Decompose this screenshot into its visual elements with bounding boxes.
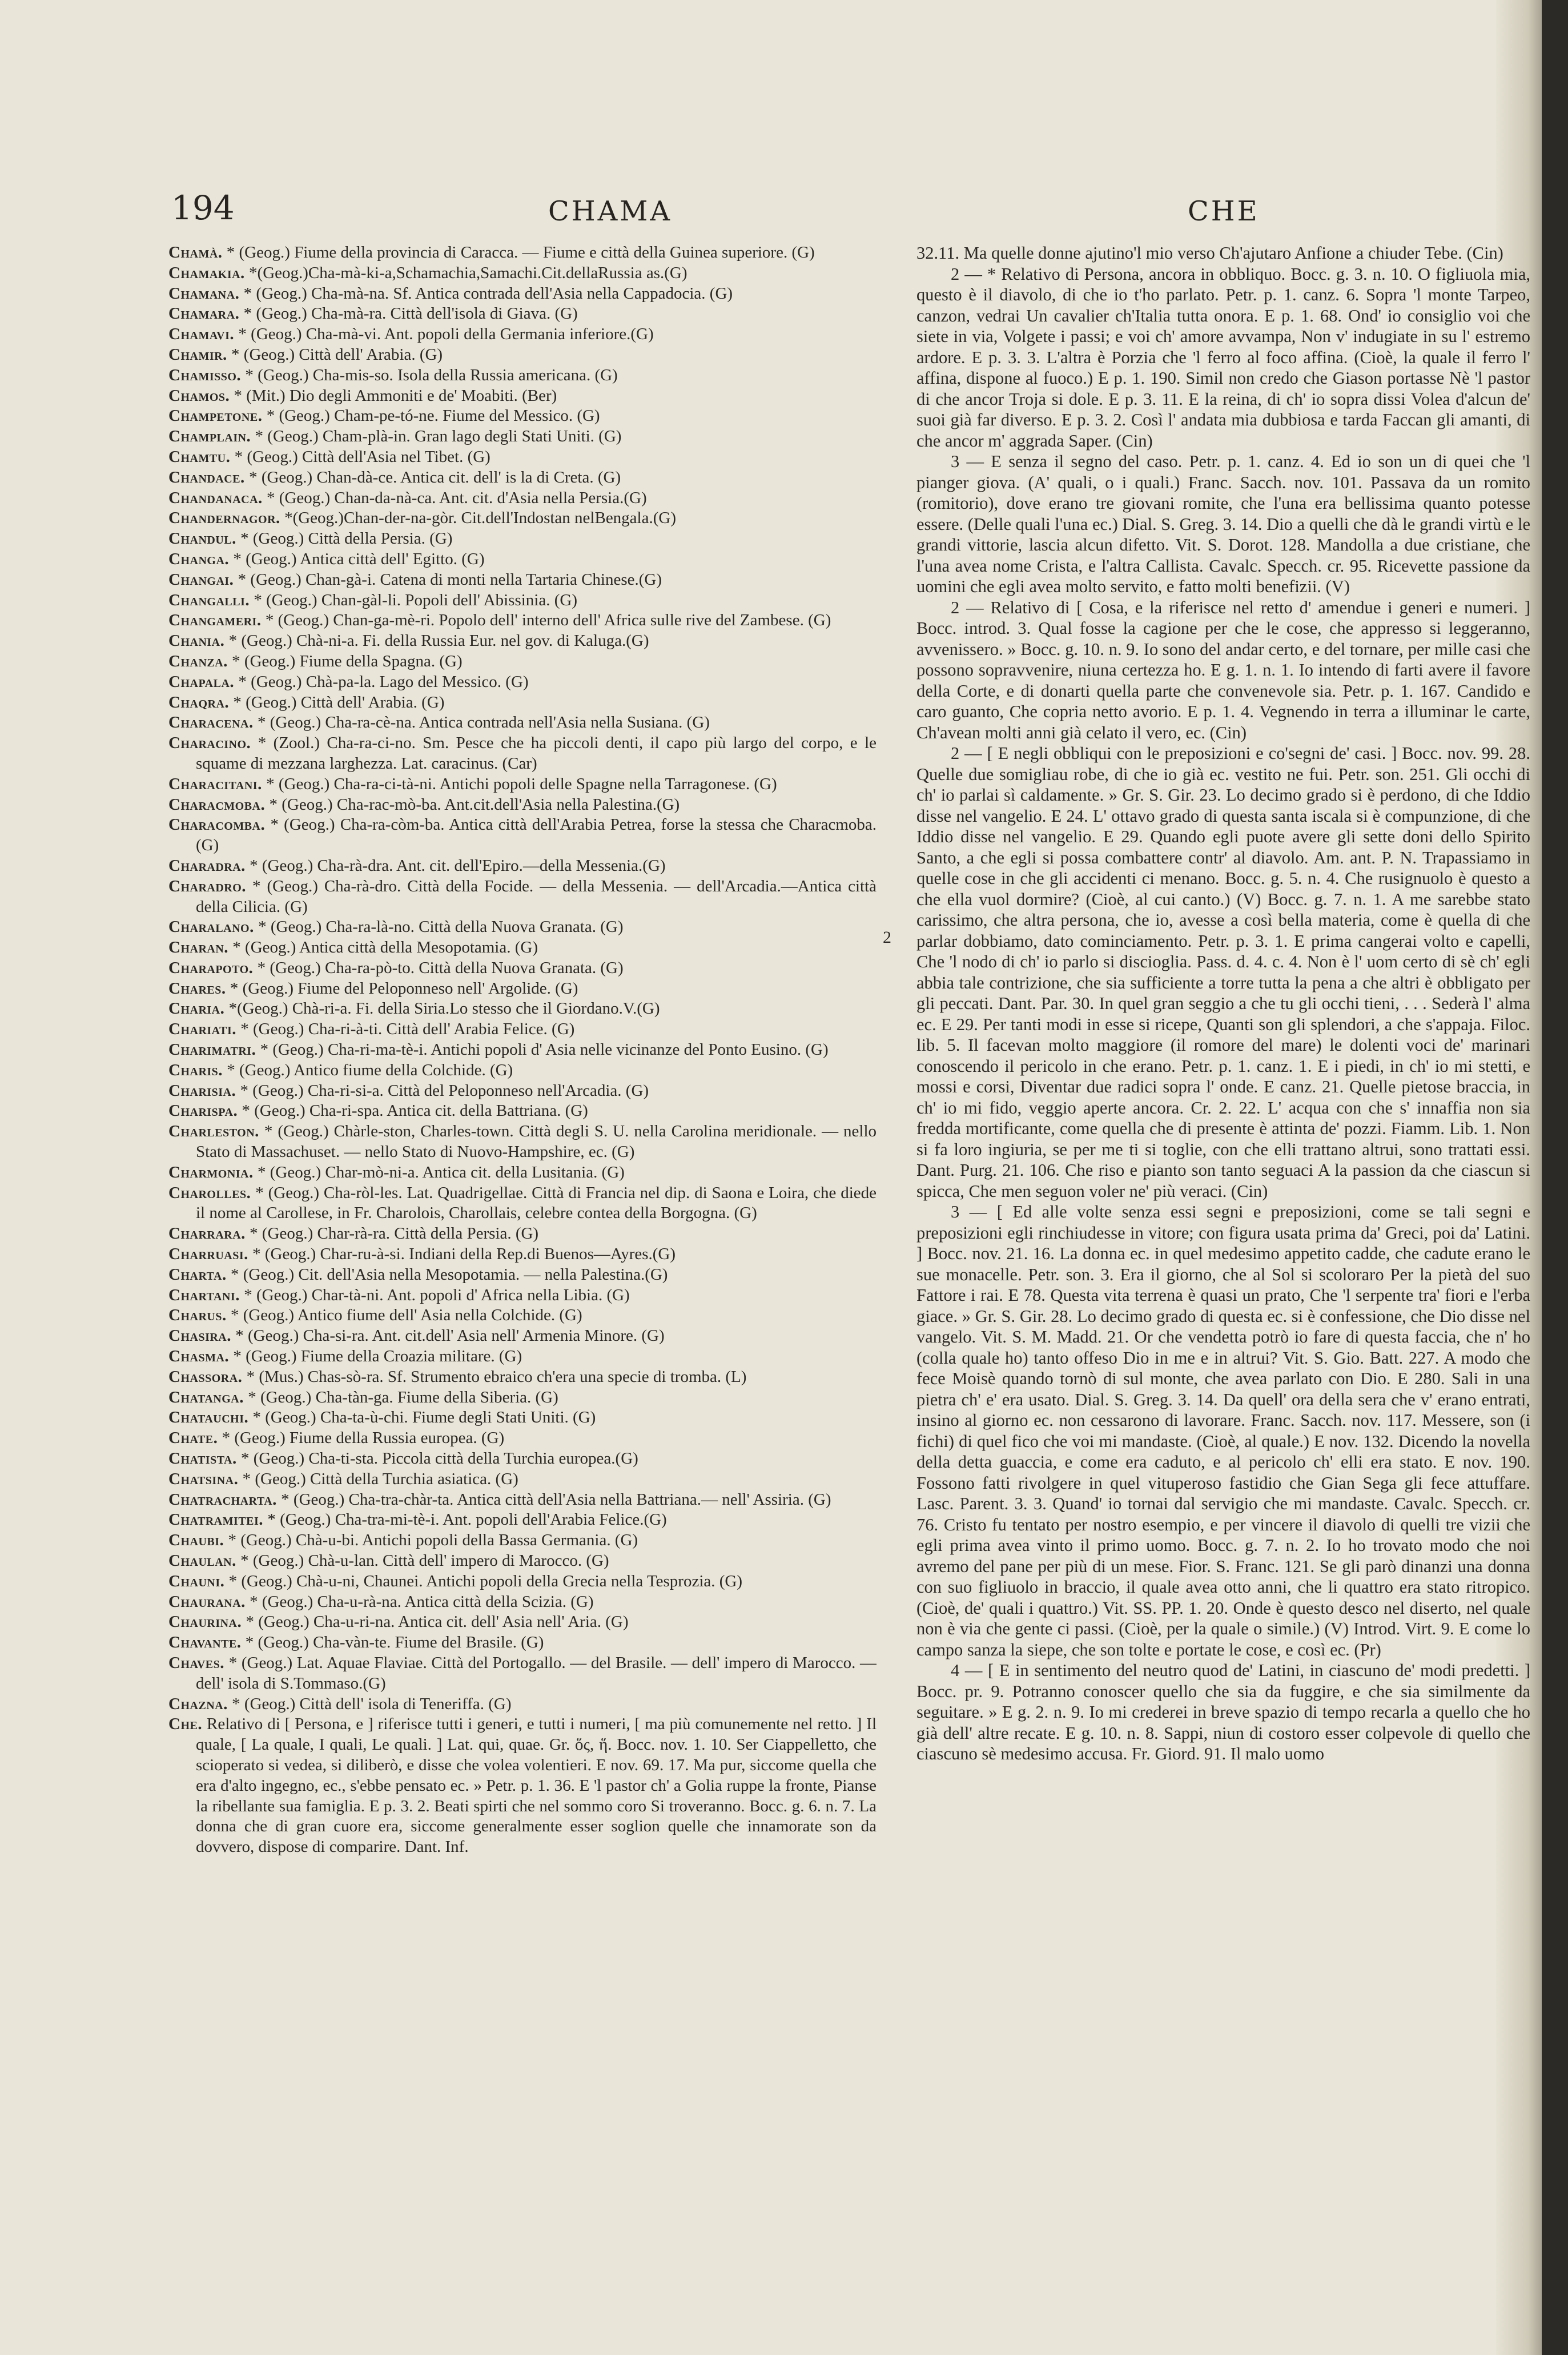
entry-definition: * (Geog.) Char-ru-à-si. Indiani della Rep.di Buenos—Ayres.(G) [252, 1245, 676, 1264]
dictionary-entry [168, 1060, 877, 1081]
entry-headword: Chapala. [168, 672, 235, 691]
entry-definition: * (Geog.) Cha-ri-ma-tè-i. Antichi popoli d' Asia nelle vicinanze del Ponto Eusino. (G) [260, 1040, 829, 1059]
page-number: 194 [171, 188, 235, 227]
entry-headword: Chaqra. [168, 693, 230, 712]
entry-headword: Charis. [168, 1060, 223, 1079]
entry-definition: * (Geog.) Cha-u-ri-na. Antica cit. dell' Asia nell' Aria. (G) [246, 1613, 629, 1631]
entry-definition: * (Geog.) Cha-ti-sta. Piccola città della Turchia europea.(G) [241, 1449, 638, 1468]
entry-definition: * (Geog.) Cha-u-rà-na. Antica città della Scizia. (G) [250, 1592, 594, 1611]
dictionary-entry [168, 1572, 877, 1592]
entry-definition: * (Geog.) Cha-mà-vi. Ant. popoli della Germania inferiore.(G) [238, 325, 654, 344]
dictionary-entry [168, 570, 877, 590]
entry-definition: * (Geog.) Char-tà-ni. Ant. popoli d' Africa nella Libia. (G) [244, 1285, 630, 1304]
entry-definition: * (Geog.) Chan-gàl-li. Popoli dell' Abissinia. (G) [254, 590, 577, 609]
entry-definition: * (Geog.) Antico fiume dell' Asia nella Colchide. (G) [230, 1306, 582, 1325]
entry-headword: Changalli. [168, 590, 250, 609]
entry-definition: Relativo di [ Persona, e ] riferisce tutti i generi, e tutti i numeri, [ ma più comunemente nel retto. ] Il quale, [ La quale, I quali, Le quali. ] Lat. qui, quae. Gr. ὅς, ἥ. Bocc. nov. 1. 10. Ser Ciappelletto, che scioperato si vedea, si diliberò, e disse che volea volentieri. E nov. 69. 17. Ma pur, siccome quella che era d'alto ingegno, ec., s'ebbe pensato ec. » Petr. p. 1. 36. E 'l pastor ch' a Golia ruppe la fronte, Pianse la ribellante sua famiglia. E p. 3. 2. Beati spirti che nel sommo coro Si troveranno. Bocc. g. 6. n. 7. La donna che di gran cuore era, siccome generalmente esser soglion quelle che innamorate son da dovvero, dispose di comparire. Dant. Inf. [196, 1715, 877, 1856]
dictionary-entry [168, 284, 877, 304]
dictionary-entry [168, 1163, 877, 1183]
entry-headword: Chanza. [168, 652, 228, 670]
entry-definition: * (Geog.) Antica città della Mesopotamia. (G) [232, 938, 538, 957]
entry-headword: Charapoto. [168, 958, 254, 977]
entry-definition: * (Geog.) Fiume della Croazia militare. (G) [233, 1347, 522, 1366]
dictionary-entry [168, 1122, 877, 1163]
dictionary-entry [168, 1019, 877, 1040]
entry-headword: Changa. [168, 549, 230, 568]
entry-definition: * (Geog.) Cha-mà-na. Sf. Antica contrada dell'Asia nella Cappadocia. (G) [243, 284, 733, 303]
entry-headword: Chatanga. [168, 1388, 244, 1406]
entry-definition: * (Geog.) Cit. dell'Asia nella Mesopotamia. — nella Palestina.(G) [230, 1265, 668, 1284]
dictionary-entry [168, 1653, 877, 1694]
entry-headword: Charan. [168, 938, 229, 957]
dictionary-entry [168, 345, 877, 365]
entry-definition: * (Geog.) Chà-u-ni, Chaunei. Antichi popoli della Grecia nella Tesprozia. (G) [228, 1572, 743, 1590]
dictionary-entry [168, 529, 877, 549]
dictionary-entry [168, 1101, 877, 1122]
dictionary-entry [168, 610, 877, 631]
entry-definition: * (Geog.) Cha-ra-pò-to. Città della Nuova Granata. (G) [257, 958, 624, 977]
dictionary-entry [168, 406, 877, 427]
dictionary-entry [168, 243, 877, 263]
entry-headword: Charruasi. [168, 1245, 248, 1264]
running-header [0, 188, 1542, 234]
dictionary-entry [168, 1408, 877, 1428]
entry-definition: * (Geog.) Città della Turchia asiatica. (G) [242, 1469, 518, 1488]
entry-headword: Characmoba. [168, 795, 266, 814]
entry-headword: Charolles. [168, 1183, 251, 1202]
dictionary-entry [168, 1551, 877, 1572]
entry-definition: * (Geog.) Cha-vàn-te. Fiume del Brasile. (G) [245, 1633, 544, 1652]
entry-definition: *(Geog.) Chà-ri-a. Fi. della Siria.Lo stesso che il Giordano.V.(G) [228, 999, 660, 1018]
entry-definition: * (Geog.) Chan-da-nà-ca. Ant. cit. d'Asia nella Persia.(G) [267, 488, 647, 507]
entry-headword: Chatracharta. [168, 1490, 277, 1509]
entry-definition: * (Geog.) Cha-ri-si-a. Città del Peloponneso nell'Arcadia. (G) [240, 1081, 649, 1100]
dictionary-entry [168, 263, 877, 284]
entry-headword: Charisia. [168, 1081, 236, 1100]
dictionary-entry [168, 468, 877, 488]
entry-definition: * (Geog.) Chà-u-lan. Città dell' impero di Marocco. (G) [240, 1552, 609, 1570]
left-column [168, 243, 877, 2173]
entry-headword: Champetone. [168, 407, 263, 425]
entry-definition: * (Geog.) Lat. Aquae Flaviae. Città del Portogallo. — del Brasile. — dell' impero di Marocco. — dell' isola di S.Tommaso.(G) [196, 1653, 877, 1693]
entry-headword: Charispa. [168, 1102, 238, 1120]
entry-headword: Chandul. [168, 529, 236, 548]
entry-definition: * (Geog.) Cha-rac-mò-ba. Ant.cit.dell'Asia nella Palestina.(G) [269, 795, 680, 814]
entry-definition: * (Geog.) Fiume del Peloponneso nell' Argolide. (G) [230, 979, 578, 998]
entry-headword: Chatista. [168, 1449, 237, 1468]
entry-definition: * (Geog.) Chàrle-ston, Charles-town. Città degli S. U. nella Carolina meridionale. — nello Stato di Massachuset. — nello Stato di Nuovo-Hampshire, ec. (G) [196, 1122, 877, 1162]
entry-definition: * (Geog.) Cham-pe-tó-ne. Fiume del Messico. (G) [266, 407, 600, 425]
entry-headword: Chaurina. [168, 1613, 242, 1631]
entry-headword: Chandanaca. [168, 488, 263, 507]
dictionary-entry [168, 774, 877, 795]
dictionary-entry [168, 1040, 877, 1060]
right-column [916, 243, 1530, 2173]
right-column-heading: CHE [1188, 195, 1260, 227]
dictionary-entry [168, 1224, 877, 1244]
dictionary-entry [168, 958, 877, 979]
dictionary-entry [168, 1347, 877, 1367]
dictionary-entry [168, 917, 877, 938]
dictionary-entry [168, 979, 877, 999]
entry-headword: Chandace. [168, 468, 245, 487]
entry-definition: * (Geog.) Char-mò-ni-a. Antica cit. della Lusitania. (G) [258, 1163, 625, 1181]
dictionary-entry [168, 1530, 877, 1551]
dictionary-entry [168, 1694, 877, 1715]
dictionary-entry [168, 1081, 877, 1102]
entry-definition: * (Mus.) Chas-sò-ra. Sf. Strumento ebraico ch'era una specie di tromba. (L) [246, 1367, 747, 1386]
entry-definition: * (Geog.) Cha-tra-mi-tè-i. Ant. popoli dell'Arabia Felice.(G) [267, 1510, 667, 1529]
dictionary-entry [168, 488, 877, 509]
entry-headword: Chavante. [168, 1633, 242, 1652]
entry-definition: * (Geog.) Cha-rà-dra. Ant. cit. dell'Epiro.—della Messenia.(G) [250, 856, 666, 875]
entry-paragraph: 2 — [ E negli obbliqui con le preposizioni e co'segni de' casi. ] Bocc. nov. 99. 28. Quelle due somigliau robe, di che io già ec. vestito ne fui. Petr. son. 251. Gli occhi di ch' io parlai sì caldamente. » Gr. S. Gir. 23. Lo decimo grado si è perdono, di che Iddio disse nel vangelio. E 24. L' ottavo grado di questa santa iscala si è compunzione, di che Iddio disse nel vangelio. E 29. Quando egli puote avere gli sette doni dello Spirito Santo, a che egli si possa combattere contr' al diavolo. Am. ant. P. N. Trapassiamo in quelle cose in che gli accidenti ci menano. Bocc. g. 5. n. 4. Che rusignuolo è questo a che ella vuol dormire? (Cioè, al cui canto.) (V) Bocc. g. 7. n. 1. A me sarebbe stato carissimo, che altra persona, che io, avesse a così bella materia, come è quella di che parlar dobbiamo, dato cominciamento. Petr. p. 3. 1. E prima cangerai volto e capelli, Che 'l nodo di ch' io parlo si discioglia. Pass. d. 4. c. 4. Non è l' uom certo di sè ch' egli abbia tale contrizione, che sia sufficiente a torre tutta la pena a che altri è obbligato per gli peccati. Dant. Par. 30. In quel gran seggio a che tu gli occhi tieni, . . . Sederà l' alma ec. E 29. Per tanti modi in esse si ricepe, Quanti son gli splendori, a che s'appaja. Filoc. lib. 5. Il facevan molto maggiore (il romore del mare) le dolenti voci de' marinari conoscendo il pericolo in che erano. Petr. p. 1. canz. 1. E i piedi, in ch' io mi stetti, e mossi e corsi, Diventar due radici sopra l' onde. E canz. 21. Quelle pietose braccia, in ch' io mi fido, veggio aperte ancora. Cr. 2. 22. L' acqua con che s' innaffia non sia fredda mortificante, come quella che di presente è attinta de' pozzi. Fiamm. Lib. 1. Non si fa loro ingiuria, se per me ti si toglie, con che elli trattano altrui, sono trattati essi. Dant. Purg. 21. 106. Che riso e pianto son tanto seguaci A la passion da che ciascun si spicca, Che men seguon voler ne' più veraci. (Cin) [916, 744, 1530, 1201]
entry-definition: * (Geog.) Fiume della provincia di Caracca. — Fiume e città della Guinea superiore. (G) [226, 243, 815, 262]
dictionary-entry [168, 1428, 877, 1449]
entry-definition: * (Geog.) Cham-plà-in. Gran lago degli Stati Uniti. (G) [255, 427, 622, 446]
dictionary-entry [168, 1714, 877, 1858]
entry-headword: Characena. [168, 713, 254, 732]
entry-paragraph: 3 — [ Ed alle volte senza essi segni e preposizioni, come se tali segni e preposizioni egli rinchiudesse in vitore; con figura usata prima da' Greci, poi da' Latini. ] Bocc. nov. 21. 16. La donna ec. in quel medesimo appetito cadde, che cadute erano le sue monacelle. Petr. son. 3. Era il giorno, che al Sol si scoloraro Per la pietà del suo Fattore i rai. E 78. Questa vita terrena è quasi un prato, Che 'l serpente tra' fiori e l'erba giace. » Gr. S. Gir. 28. Lo decimo grado di questa ec. si è confessione, che Dio disse nel vangelo. Vit. S. M. Madd. 21. Or che vendetta potrò io fare di questa faccia, che n' ho (colla quale ho) tanto offeso Dio in me e in altrui? Vit. S. Gio. Batt. 227. A modo che fece Moisè quando tornò di sul monte, che avea parlato con Dio. E 280. Sali in una pietra ch' e' era usato. Dial. S. Greg. 3. 14. Da quell' ora della sera che v' erano entrati, insino al giorno ec. non cessarono di lavorare. Franc. Sacch. nov. 117. Messere, son (i fichi) di quel fico che voi mi mandaste. (Cioè, al quale.) E nov. 132. Dicendo la novella della detta guaccia, e come era caduto, e al pericolo ch' elli era stato. E nov. 190. Fossono fatti rivolgere in quel vituperoso fastidio che Gian Sega gli fece attuffare. Lasc. Parent. 3. 3. Quand' io tornai dal servigio che mi mandaste. Cavalc. Specch. cr. 76. Cristo fu tentato per nostro esempio, e per vincere il diavolo di quelli tre vizii che egli prima avea vinto il primo uomo. Bocc. g. 7. n. 2. Io ho trovato modo che noi avremo del pane per più di un mese. Fior. S. Franc. 121. Se gli parò dinanzi una donna con suo figliuolo in braccio, il quale avea otto anni, che li quattro era stato ritropico. (Cioè, de' quali i quattro.) Vit. SS. PP. 1. 20. Onde è questo desco nel diserto, nel quale non è via che gente ci passi. (Cioè, per la quale o simile.) (V) Introd. Virt. 9. E come lo campo sanza la siepe, che son tolte e portate le cose, e così ec. (Pr) [916, 1202, 1530, 1659]
entry-headword: Charimatri. [168, 1040, 256, 1059]
dictionary-entry [168, 856, 877, 877]
entry-definition: * (Geog.) Cha-ri-à-ti. Città dell' Arabia Felice. (G) [240, 1020, 575, 1039]
entry-headword: Chaubi. [168, 1531, 224, 1550]
entry-headword: Chatramitei. [168, 1510, 264, 1529]
dictionary-entry [168, 1469, 877, 1490]
entry-headword: Che. [168, 1715, 203, 1734]
dictionary-entry [168, 1510, 877, 1530]
entry-definition: * (Geog.) Cha-mis-so. Isola della Russia americana. (G) [245, 365, 618, 384]
entry-definition: * (Geog.) Cha-tra-chàr-ta. Antica città dell'Asia nella Battriana.— nell' Assiria. (G) [281, 1490, 831, 1509]
entry-definition: * (Geog.) Cha-si-ra. Ant. cit.dell' Asia nell' Armenia Minore. (G) [235, 1327, 665, 1345]
entry-headword: Chaurana. [168, 1592, 246, 1611]
entry-definition: * (Geog.) Città dell' Arabia. (G) [231, 345, 443, 364]
entry-headword: Champlain. [168, 427, 251, 446]
entry-definition: * (Mit.) Dio degli Ammoniti e de' Moabiti. (Ber) [234, 386, 557, 405]
dictionary-entry [168, 1490, 877, 1510]
entry-headword: Chariati. [168, 1020, 237, 1039]
dictionary-entry [168, 1285, 877, 1306]
entry-definition: * (Geog.) Fiume della Russia europea. (G) [222, 1429, 505, 1448]
entry-definition: * (Geog.) Cha-ta-ù-chi. Fiume degli Stati Uniti. (G) [252, 1408, 596, 1427]
entry-definition: * (Geog.) Cha-ra-là-no. Città della Nuova Granata. (G) [258, 918, 624, 937]
entry-headword: Charadra. [168, 856, 246, 875]
entry-definition: * (Geog.) Chà-u-bi. Antichi popoli della Bassa Germania. (G) [228, 1531, 638, 1550]
dictionary-entry [168, 652, 877, 672]
entry-definition: * (Geog.) Città dell' Arabia. (G) [233, 693, 445, 712]
dictionary-entry [168, 631, 877, 652]
entry-headword: Chania. [168, 632, 225, 650]
entry-definition: * (Geog.) Chà-ni-a. Fi. della Russia Eur. nel gov. di Kaluga.(G) [228, 632, 649, 650]
dictionary-entry [168, 549, 877, 570]
dictionary-entry [168, 713, 877, 733]
entry-headword: Changameri. [168, 611, 262, 630]
entry-definition: * (Geog.) Cha-ra-ci-tà-ni. Antichi popoli delle Spagne nella Tarragonese. (G) [266, 774, 777, 793]
margin-marker: 2 [883, 928, 891, 947]
entry-headword: Changai. [168, 570, 234, 589]
dictionary-entry [168, 815, 877, 856]
entry-definition: * (Geog.) Città dell' isola di Teneriffa. (G) [232, 1694, 512, 1713]
entry-headword: Chamir. [168, 345, 227, 364]
dictionary-entry [168, 1612, 877, 1633]
dictionary-entry [168, 1633, 877, 1653]
entry-headword: Chamà. [168, 243, 223, 262]
entry-definition: * (Geog.) Città dell'Asia nel Tibet. (G) [234, 447, 490, 466]
dictionary-entry [168, 693, 877, 713]
entry-definition: * (Geog.) Chà-pa-la. Lago del Messico. (G) [238, 672, 529, 691]
dictionary-entry [168, 1305, 877, 1326]
entry-headword: Chamakia. [168, 263, 245, 282]
dictionary-entry [168, 304, 877, 324]
dictionary-entry [168, 386, 877, 407]
entry-headword: Chassora. [168, 1367, 243, 1386]
entry-definition: * (Geog.) Cha-tàn-ga. Fiume della Siberia. (G) [248, 1388, 558, 1406]
entry-headword: Charalano. [168, 918, 254, 937]
dictionary-entry [168, 1244, 877, 1265]
entry-headword: Chamos. [168, 386, 230, 405]
left-column-heading: CHAMA [548, 195, 673, 227]
entry-definition: * (Geog.) Fiume della Spagna. (G) [232, 652, 463, 670]
dictionary-entry [168, 1449, 877, 1469]
entry-headword: Chauni. [168, 1572, 225, 1590]
entry-headword: Chamara. [168, 304, 240, 323]
entry-headword: Chamana. [168, 284, 240, 303]
dictionary-entry [168, 1367, 877, 1388]
entry-headword: Chamisso. [168, 365, 242, 384]
entry-headword: Charadro. [168, 877, 247, 895]
entry-definition: * (Geog.) Antico fiume della Colchide. (G) [227, 1060, 513, 1079]
dictionary-entry [168, 427, 877, 447]
dictionary-entry [168, 1388, 877, 1408]
entry-definition: *(Geog.)Cha-mà-ki-a,Schamachia,Samachi.Cit.dellaRussia as.(G) [249, 263, 687, 282]
dictionary-entry [168, 877, 877, 918]
dictionary-entry [168, 795, 877, 815]
entry-definition: * (Geog.) Cha-ri-spa. Antica cit. della Battriana. (G) [242, 1102, 588, 1120]
entry-definition: * (Geog.) Chan-gà-i. Catena di monti nella Tartaria Chinese.(G) [238, 570, 662, 589]
entry-paragraph: 2 — * Relativo di Persona, ancora in obbliquo. Bocc. g. 3. n. 10. O figliuola mia, questo è il diavolo, di che io t'ho parlato. Petr. p. 1. canz. 6. Sopra 'l monte Tarpeo, canzon, vedrai Un cavalier ch'Italia tutta onora. E p. 1. 68. Ond' io consiglio voi che siete in via, Volgete i passi; e voi ch' amore avvampa, Non v' indugiate in su l' estremo ardore. E p. 3. 3. L'altra è Porzia che 'l ferro al foco affina. (Cioè, la quale il ferro l' affina, dispone al fuoco.) E p. 1. 190. Simil non credo che Giason portasse Nè 'l pastor di che ancor Troja si dole. E p. 3. 11. E la reina, di ch' io sopra dissi Volea d'alcun de' suoi già far diverso. E p. 3. 2. Così l' andata mia dubbiosa e tarda Faccan gli amanti, di che ancor m' aggrada Saper. (Cin) [916, 264, 1530, 451]
entry-headword: Chamavi. [168, 325, 235, 344]
entry-headword: Chatauchi. [168, 1408, 249, 1427]
entry-headword: Chasira. [168, 1327, 231, 1345]
entry-definition: * (Geog.) Char-rà-ra. Città della Persia. (G) [250, 1224, 539, 1243]
entry-paragraph: 32.11. Ma quelle donne ajutino'l mio verso Ch'ajutaro Anfione a chiuder Tebe. (Cin) [916, 243, 1503, 263]
entry-headword: Charrara. [168, 1224, 246, 1243]
entry-definition: * (Zool.) Cha-ra-ci-no. Sm. Pesce che ha piccoli denti, il capo più largo del corpo, e le squame di mezzana larghezza. Lat. caracinus. (Car) [196, 734, 877, 773]
entry-headword: Charleston. [168, 1122, 259, 1141]
dictionary-entry [168, 733, 877, 774]
dictionary-entry [168, 1183, 877, 1224]
entry-headword: Chazna. [168, 1694, 228, 1713]
entry-definition: * (Geog.) Città della Persia. (G) [240, 529, 453, 548]
entry-headword: Chartani. [168, 1285, 240, 1304]
entry-headword: Charta. [168, 1265, 227, 1284]
dictionary-entry [168, 447, 877, 468]
entry-headword: Chate. [168, 1429, 218, 1448]
entry-headword: Chamtu. [168, 447, 231, 466]
entry-headword: Chasma. [168, 1347, 230, 1366]
dictionary-entry [168, 999, 877, 1019]
entry-definition: * (Geog.) Cha-ra-cè-na. Antica contrada nell'Asia nella Susiana. (G) [258, 713, 710, 732]
dictionary-entry [168, 1326, 877, 1347]
entry-headword: Chandernagor. [168, 509, 280, 528]
entry-headword: Characino. [168, 734, 251, 753]
entry-definition: *(Geog.)Chan-der-na-gòr. Cit.dell'Indostan nelBengala.(G) [284, 509, 676, 528]
entry-paragraph: 3 — E senza il segno del caso. Petr. p. 1. canz. 4. Ed io son un di quei che 'l pianger giova. (A' quali, o i quali.) Franc. Sacch. nov. 101. Passava da un romito (romitorio), dove erano tre giovani romite, che l'una era bellissima quanto potesse essere. (Delle quali l'una ec.) Dial. S. Greg. 3. 14. Dio a quelli che dà le grandi virtù e le grandi vittorie, lascia alcun difetto. Vit. S. Dorot. 128. Mandolla a due cristiane, che l'una avea nome Crista, e l'altra Callista. Cavalc. Specch. cr. 95. Ricevette passione da uomini che egli avea molto servito, e fatto molti benefizii. (V) [916, 452, 1530, 596]
entry-paragraph: 4 — [ E in sentimento del neutro quod de' Latini, in ciascuno de' modi predetti. ] Bocc. pr. 9. Potranno conoscer quello che sia da fuggire, e che sia similmente da seguitare. » E g. 2. n. 9. Io mi crederei in breve spazio di tempo recarla a quello che ho già dell' altre recate. E g. 10. n. 8. Sappi, niun di costoro esser colpevole di quello che ciascuno sè medesimo accusa. Fr. Giord. 91. Il malo uomo [916, 1661, 1530, 1763]
entry-definition: * (Geog.) Chan-ga-mè-ri. Popolo dell' interno dell' Africa sulle rive del Zambese. (G) [265, 611, 831, 630]
dictionary-entry [168, 672, 877, 693]
dictionary-entry [168, 324, 877, 345]
dictionary-entry [168, 590, 877, 611]
entry-headword: Charmonia. [168, 1163, 254, 1181]
entry-definition: * (Geog.) Cha-ra-còm-ba. Antica città dell'Arabia Petrea, forse la stessa che Characmoba. (G) [196, 815, 877, 855]
dictionary-entry [168, 508, 877, 529]
entry-definition: * (Geog.) Antica città dell' Egitto. (G) [233, 549, 485, 568]
entry-headword: Characomba. [168, 815, 266, 834]
entry-headword: Characitani. [168, 774, 262, 793]
entry-definition: * (Geog.) Cha-rà-dro. Città della Focide. — della Messenia. — dell'Arcadia.—Antica città della Cilicia. (G) [196, 877, 877, 916]
entry-headword: Chares. [168, 979, 226, 998]
entry-headword: Chatsina. [168, 1469, 239, 1488]
entry-paragraph: 2 — Relativo di [ Cosa, e la riferisce nel retto d' amendue i generi e numeri. ] Bocc. introd. 3. Qual fosse la cagione per che le cose, che appresso si leggeranno, avvenissero. » Bocc. g. 10. n. 9. Io sono del andar certo, e del tornare, per mille casi che possono sopravvenire, niuna certezza ho. E g. 1. n. 1. Io intendo di farti avere il favore della Corte, e di donarti quella parte che convenevole sia. Petr. p. 1. 167. Candido e caro guanto, Che copria netto avorio. E p. 1. 4. Vegnendo in terra a illuminar le carte, Ch'avean molti anni già celato il vero, ec. (Cin) [916, 597, 1530, 742]
entry-headword: Charus. [168, 1306, 227, 1325]
entry-definition: * (Geog.) Cha-ròl-les. Lat. Quadrigellae. Città di Francia nel dip. di Saona e Loira, che diede il nome al Carollese, in Fr. Charolois, Charollais, celebre contea della Borgogna. (G) [196, 1183, 877, 1223]
dictionary-entry [168, 1265, 877, 1285]
entry-definition: * (Geog.) Cha-mà-ra. Città dell'isola di Giava. (G) [243, 304, 578, 323]
entry-headword: Charia. [168, 999, 225, 1018]
entry-headword: Chaves. [168, 1653, 225, 1672]
entry-definition: * (Geog.) Chan-dà-ce. Antica cit. dell' is la di Creta. (G) [249, 468, 621, 487]
dictionary-entry [168, 1592, 877, 1613]
dictionary-entry [168, 938, 877, 958]
entry-headword: Chaulan. [168, 1552, 236, 1570]
dictionary-entry [168, 365, 877, 386]
